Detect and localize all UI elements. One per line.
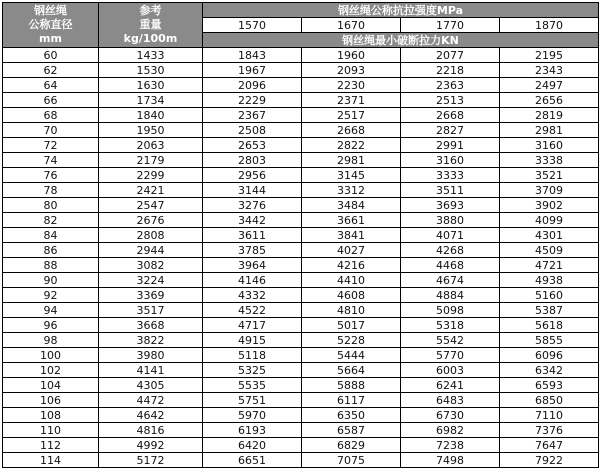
diameter-cell: 96 <box>3 318 99 333</box>
force-1770-cell: 2827 <box>401 123 500 138</box>
diameter-cell: 94 <box>3 303 99 318</box>
force-1670-cell: 5228 <box>302 333 401 348</box>
weight-cell: 3980 <box>99 348 203 363</box>
weight-cell: 2063 <box>99 138 203 153</box>
force-1570-cell: 4522 <box>203 303 302 318</box>
force-1870-cell: 6850 <box>500 393 599 408</box>
diameter-cell: 80 <box>3 198 99 213</box>
diameter-cell: 88 <box>3 258 99 273</box>
force-1570-cell: 2229 <box>203 93 302 108</box>
force-1670-cell: 5444 <box>302 348 401 363</box>
force-1770-cell: 6241 <box>401 378 500 393</box>
force-1770-cell: 5770 <box>401 348 500 363</box>
force-1570-cell: 6420 <box>203 438 302 453</box>
table-row <box>3 48 599 63</box>
weight-cell: 1734 <box>99 93 203 108</box>
force-1670-cell: 2371 <box>302 93 401 108</box>
force-1870-cell: 2497 <box>500 78 599 93</box>
force-1870-cell: 2656 <box>500 93 599 108</box>
force-1570-cell: 5535 <box>203 378 302 393</box>
table-row <box>3 213 599 228</box>
weight-cell: 4305 <box>99 378 203 393</box>
force-1870-cell: 5855 <box>500 333 599 348</box>
diameter-cell: 84 <box>3 228 99 243</box>
table-row <box>3 318 599 333</box>
force-1570-cell: 2653 <box>203 138 302 153</box>
table-row <box>3 123 599 138</box>
grade-1770-header: 1770 <box>401 18 500 33</box>
force-1870-cell: 7110 <box>500 408 599 423</box>
force-1670-cell: 4216 <box>302 258 401 273</box>
force-1870-cell: 3521 <box>500 168 599 183</box>
diameter-cell: 112 <box>3 438 99 453</box>
force-1670-cell: 6829 <box>302 438 401 453</box>
force-1770-cell: 7238 <box>401 438 500 453</box>
force-1870-cell: 4509 <box>500 243 599 258</box>
weight-header-line1: 参考 <box>139 4 162 17</box>
weight-cell: 3517 <box>99 303 203 318</box>
force-1870-cell: 5618 <box>500 318 599 333</box>
table-row <box>3 378 599 393</box>
table-row <box>3 108 599 123</box>
force-1670-cell: 3312 <box>302 183 401 198</box>
diameter-cell: 64 <box>3 78 99 93</box>
force-1670-cell: 5664 <box>302 363 401 378</box>
force-1870-cell: 6342 <box>500 363 599 378</box>
grade-1670-header: 1670 <box>302 18 401 33</box>
force-1570-cell: 4915 <box>203 333 302 348</box>
diameter-header-unit: mm <box>39 32 62 45</box>
force-1570-cell: 4146 <box>203 273 302 288</box>
force-1870-cell: 2195 <box>500 48 599 63</box>
table-row <box>3 258 599 273</box>
weight-cell: 2299 <box>99 168 203 183</box>
force-1570-cell: 3611 <box>203 228 302 243</box>
force-1570-cell: 5118 <box>203 348 302 363</box>
diameter-cell: 74 <box>3 153 99 168</box>
force-1670-cell: 3661 <box>302 213 401 228</box>
weight-cell: 1530 <box>99 63 203 78</box>
force-1670-cell: 4608 <box>302 288 401 303</box>
force-1770-cell: 3511 <box>401 183 500 198</box>
wire-rope-table-container <box>2 2 598 468</box>
force-1770-cell: 6982 <box>401 423 500 438</box>
force-1770-cell: 2991 <box>401 138 500 153</box>
force-1770-cell: 4674 <box>401 273 500 288</box>
weight-cell: 2808 <box>99 228 203 243</box>
force-1670-cell: 2981 <box>302 153 401 168</box>
weight-cell: 5172 <box>99 453 203 468</box>
force-1670-cell: 2093 <box>302 63 401 78</box>
force-1570-cell: 2508 <box>203 123 302 138</box>
table-row <box>3 153 599 168</box>
force-1870-cell: 3338 <box>500 153 599 168</box>
diameter-cell: 90 <box>3 273 99 288</box>
force-1670-cell: 2668 <box>302 123 401 138</box>
weight-cell: 1840 <box>99 108 203 123</box>
force-1870-cell: 4301 <box>500 228 599 243</box>
force-1870-cell: 4721 <box>500 258 599 273</box>
force-1770-cell: 2668 <box>401 108 500 123</box>
force-1770-cell: 5542 <box>401 333 500 348</box>
diameter-cell: 78 <box>3 183 99 198</box>
force-1570-cell: 6651 <box>203 453 302 468</box>
table-row <box>3 288 599 303</box>
table-row <box>3 408 599 423</box>
grade-1570-header: 1570 <box>203 18 302 33</box>
force-1670-cell: 4410 <box>302 273 401 288</box>
weight-cell: 2676 <box>99 213 203 228</box>
force-1570-cell: 3276 <box>203 198 302 213</box>
diameter-cell: 98 <box>3 333 99 348</box>
force-1870-cell: 4938 <box>500 273 599 288</box>
force-1570-cell: 5751 <box>203 393 302 408</box>
table-row <box>3 303 599 318</box>
force-1770-cell: 5318 <box>401 318 500 333</box>
force-1870-cell: 7376 <box>500 423 599 438</box>
force-1670-cell: 1960 <box>302 48 401 63</box>
weight-cell: 3082 <box>99 258 203 273</box>
force-1770-cell: 3333 <box>401 168 500 183</box>
force-1570-cell: 3964 <box>203 258 302 273</box>
force-1770-cell: 4268 <box>401 243 500 258</box>
diameter-cell: 110 <box>3 423 99 438</box>
table-row <box>3 348 599 363</box>
force-1670-cell: 2517 <box>302 108 401 123</box>
weight-cell: 3224 <box>99 273 203 288</box>
weight-header <box>99 3 203 48</box>
weight-cell: 2547 <box>99 198 203 213</box>
diameter-cell: 76 <box>3 168 99 183</box>
force-1570-cell: 2956 <box>203 168 302 183</box>
table-row <box>3 63 599 78</box>
table-row <box>3 243 599 258</box>
force-1770-cell: 5098 <box>401 303 500 318</box>
diameter-cell: 92 <box>3 288 99 303</box>
table-body <box>3 48 599 468</box>
force-1870-cell: 3709 <box>500 183 599 198</box>
force-1670-cell: 6117 <box>302 393 401 408</box>
weight-cell: 3822 <box>99 333 203 348</box>
weight-cell: 4141 <box>99 363 203 378</box>
force-1770-cell: 6003 <box>401 363 500 378</box>
force-1670-cell: 6350 <box>302 408 401 423</box>
diameter-cell: 72 <box>3 138 99 153</box>
force-1670-cell: 4810 <box>302 303 401 318</box>
force-1670-cell: 5017 <box>302 318 401 333</box>
diameter-header <box>3 3 99 48</box>
force-1570-cell: 1843 <box>203 48 302 63</box>
force-1570-cell: 2803 <box>203 153 302 168</box>
diameter-cell: 62 <box>3 63 99 78</box>
force-1570-cell: 5970 <box>203 408 302 423</box>
force-1770-cell: 2513 <box>401 93 500 108</box>
force-1670-cell: 2822 <box>302 138 401 153</box>
table-header <box>3 3 599 48</box>
weight-cell: 1950 <box>99 123 203 138</box>
force-1570-cell: 3144 <box>203 183 302 198</box>
diameter-cell: 82 <box>3 213 99 228</box>
table-row <box>3 363 599 378</box>
weight-cell: 4642 <box>99 408 203 423</box>
force-1770-cell: 7498 <box>401 453 500 468</box>
diameter-cell: 102 <box>3 363 99 378</box>
force-1870-cell: 6593 <box>500 378 599 393</box>
diameter-cell: 104 <box>3 378 99 393</box>
force-1770-cell: 3160 <box>401 153 500 168</box>
diameter-header-line2: 公称直径 <box>28 18 73 31</box>
force-1770-cell: 2363 <box>401 78 500 93</box>
table-row <box>3 423 599 438</box>
force-1870-cell: 7647 <box>500 438 599 453</box>
grade-1870-header: 1870 <box>500 18 599 33</box>
table-row <box>3 393 599 408</box>
weight-cell: 2944 <box>99 243 203 258</box>
weight-cell: 3369 <box>99 288 203 303</box>
force-1870-cell: 6096 <box>500 348 599 363</box>
weight-cell: 3668 <box>99 318 203 333</box>
weight-cell: 1630 <box>99 78 203 93</box>
force-1770-cell: 2077 <box>401 48 500 63</box>
force-1870-cell: 2981 <box>500 123 599 138</box>
force-1570-cell: 2096 <box>203 78 302 93</box>
force-1670-cell: 5888 <box>302 378 401 393</box>
force-1770-cell: 4071 <box>401 228 500 243</box>
table-row <box>3 138 599 153</box>
force-1870-cell: 2343 <box>500 63 599 78</box>
force-1870-cell: 3902 <box>500 198 599 213</box>
force-1570-cell: 1967 <box>203 63 302 78</box>
force-1570-cell: 4332 <box>203 288 302 303</box>
table-row <box>3 198 599 213</box>
diameter-cell: 86 <box>3 243 99 258</box>
table-row <box>3 453 599 468</box>
table-row <box>3 183 599 198</box>
force-1570-cell: 3785 <box>203 243 302 258</box>
force-1870-cell: 5387 <box>500 303 599 318</box>
force-1670-cell: 3145 <box>302 168 401 183</box>
weight-cell: 2179 <box>99 153 203 168</box>
diameter-cell: 106 <box>3 393 99 408</box>
force-1770-cell: 4884 <box>401 288 500 303</box>
weight-cell: 4816 <box>99 423 203 438</box>
weight-header-unit: kg/100m <box>123 32 178 45</box>
wire-rope-table <box>2 2 599 468</box>
weight-header-line2: 重量 <box>139 18 162 31</box>
force-1670-cell: 2230 <box>302 78 401 93</box>
diameter-cell: 100 <box>3 348 99 363</box>
force-1670-cell: 4027 <box>302 243 401 258</box>
force-1870-cell: 2819 <box>500 108 599 123</box>
force-1770-cell: 3693 <box>401 198 500 213</box>
force-1670-cell: 7075 <box>302 453 401 468</box>
weight-cell: 2421 <box>99 183 203 198</box>
force-1770-cell: 6483 <box>401 393 500 408</box>
force-1870-cell: 5160 <box>500 288 599 303</box>
table-row <box>3 78 599 93</box>
force-1570-cell: 4717 <box>203 318 302 333</box>
force-1770-cell: 6730 <box>401 408 500 423</box>
table-row <box>3 273 599 288</box>
force-1570-cell: 5325 <box>203 363 302 378</box>
diameter-cell: 60 <box>3 48 99 63</box>
table-row <box>3 168 599 183</box>
weight-cell: 4992 <box>99 438 203 453</box>
diameter-cell: 66 <box>3 93 99 108</box>
table-row <box>3 333 599 348</box>
force-1570-cell: 6193 <box>203 423 302 438</box>
force-1770-cell: 3880 <box>401 213 500 228</box>
force-1670-cell: 3841 <box>302 228 401 243</box>
force-1770-cell: 2218 <box>401 63 500 78</box>
table-row <box>3 228 599 243</box>
diameter-cell: 70 <box>3 123 99 138</box>
force-1870-cell: 3160 <box>500 138 599 153</box>
force-1870-cell: 7922 <box>500 453 599 468</box>
force-1670-cell: 6587 <box>302 423 401 438</box>
weight-cell: 1433 <box>99 48 203 63</box>
strength-group-header: 钢丝绳公称抗拉强度MPa <box>203 3 599 18</box>
diameter-header-line1: 钢丝绳 <box>34 4 67 17</box>
table-row <box>3 438 599 453</box>
force-1670-cell: 3484 <box>302 198 401 213</box>
force-1570-cell: 2367 <box>203 108 302 123</box>
force-1770-cell: 4468 <box>401 258 500 273</box>
diameter-cell: 108 <box>3 408 99 423</box>
table-row <box>3 93 599 108</box>
force-1870-cell: 4099 <box>500 213 599 228</box>
weight-cell: 4472 <box>99 393 203 408</box>
diameter-cell: 68 <box>3 108 99 123</box>
breaking-force-header: 钢丝绳最小破断拉力KN <box>203 33 599 48</box>
force-1570-cell: 3442 <box>203 213 302 228</box>
diameter-cell: 114 <box>3 453 99 468</box>
